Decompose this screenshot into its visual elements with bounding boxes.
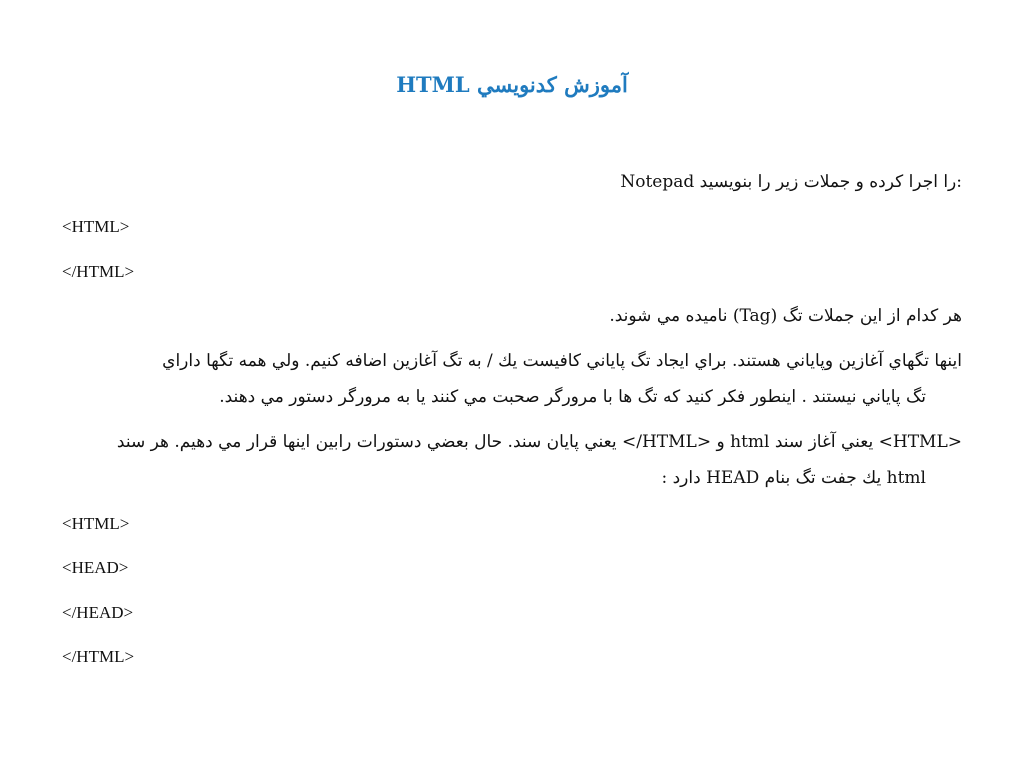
code-line-html-open: <HTML> [62,217,130,236]
code-line-head-open: <HEAD> [62,558,129,577]
html-document-line-2: html يك جفت تگ بنام HEAD دارد : [661,468,926,488]
slide-title: آموزش کدنويسي HTML [396,72,628,97]
html-document-line-1: <HTML> يعني آغاز سند html و <HTML/> يعني پايان سند. حال بعضي دستورات رابين اينها قرار مي دهيم. هر سند [116,432,962,452]
tags-explanation-line-1: اينها تگهاي آغازين وپاياني هستند. براي ايجاد تگ پاياني كافيست يك / به تگ آغازين اضافه كنيم. ولي همه تگها داراي [162,351,962,371]
tags-explanation-line-2: تگ پاياني نيستند . اينطور فكر كنيد كه تگ ها با مرورگر صحبت مي كنند يا به مرورگر دستور مي دهند. [219,387,926,407]
code-line-head-close: </HEAD> [62,603,134,622]
code-line-html-close-2: </HTML> [62,647,135,666]
code-line-html-open-2: <HTML> [62,514,130,533]
html-document-paragraph [62,424,962,496]
intro-instruction: Notepad را اجرا کرده و جملات زير را بنويسيد: [620,172,962,192]
tag-sentence: هر كدام از اين جملات تگ (Tag) ناميده مي شوند. [609,306,962,326]
code-line-html-close: </HTML> [62,262,135,281]
tags-explanation-paragraph [62,343,962,415]
